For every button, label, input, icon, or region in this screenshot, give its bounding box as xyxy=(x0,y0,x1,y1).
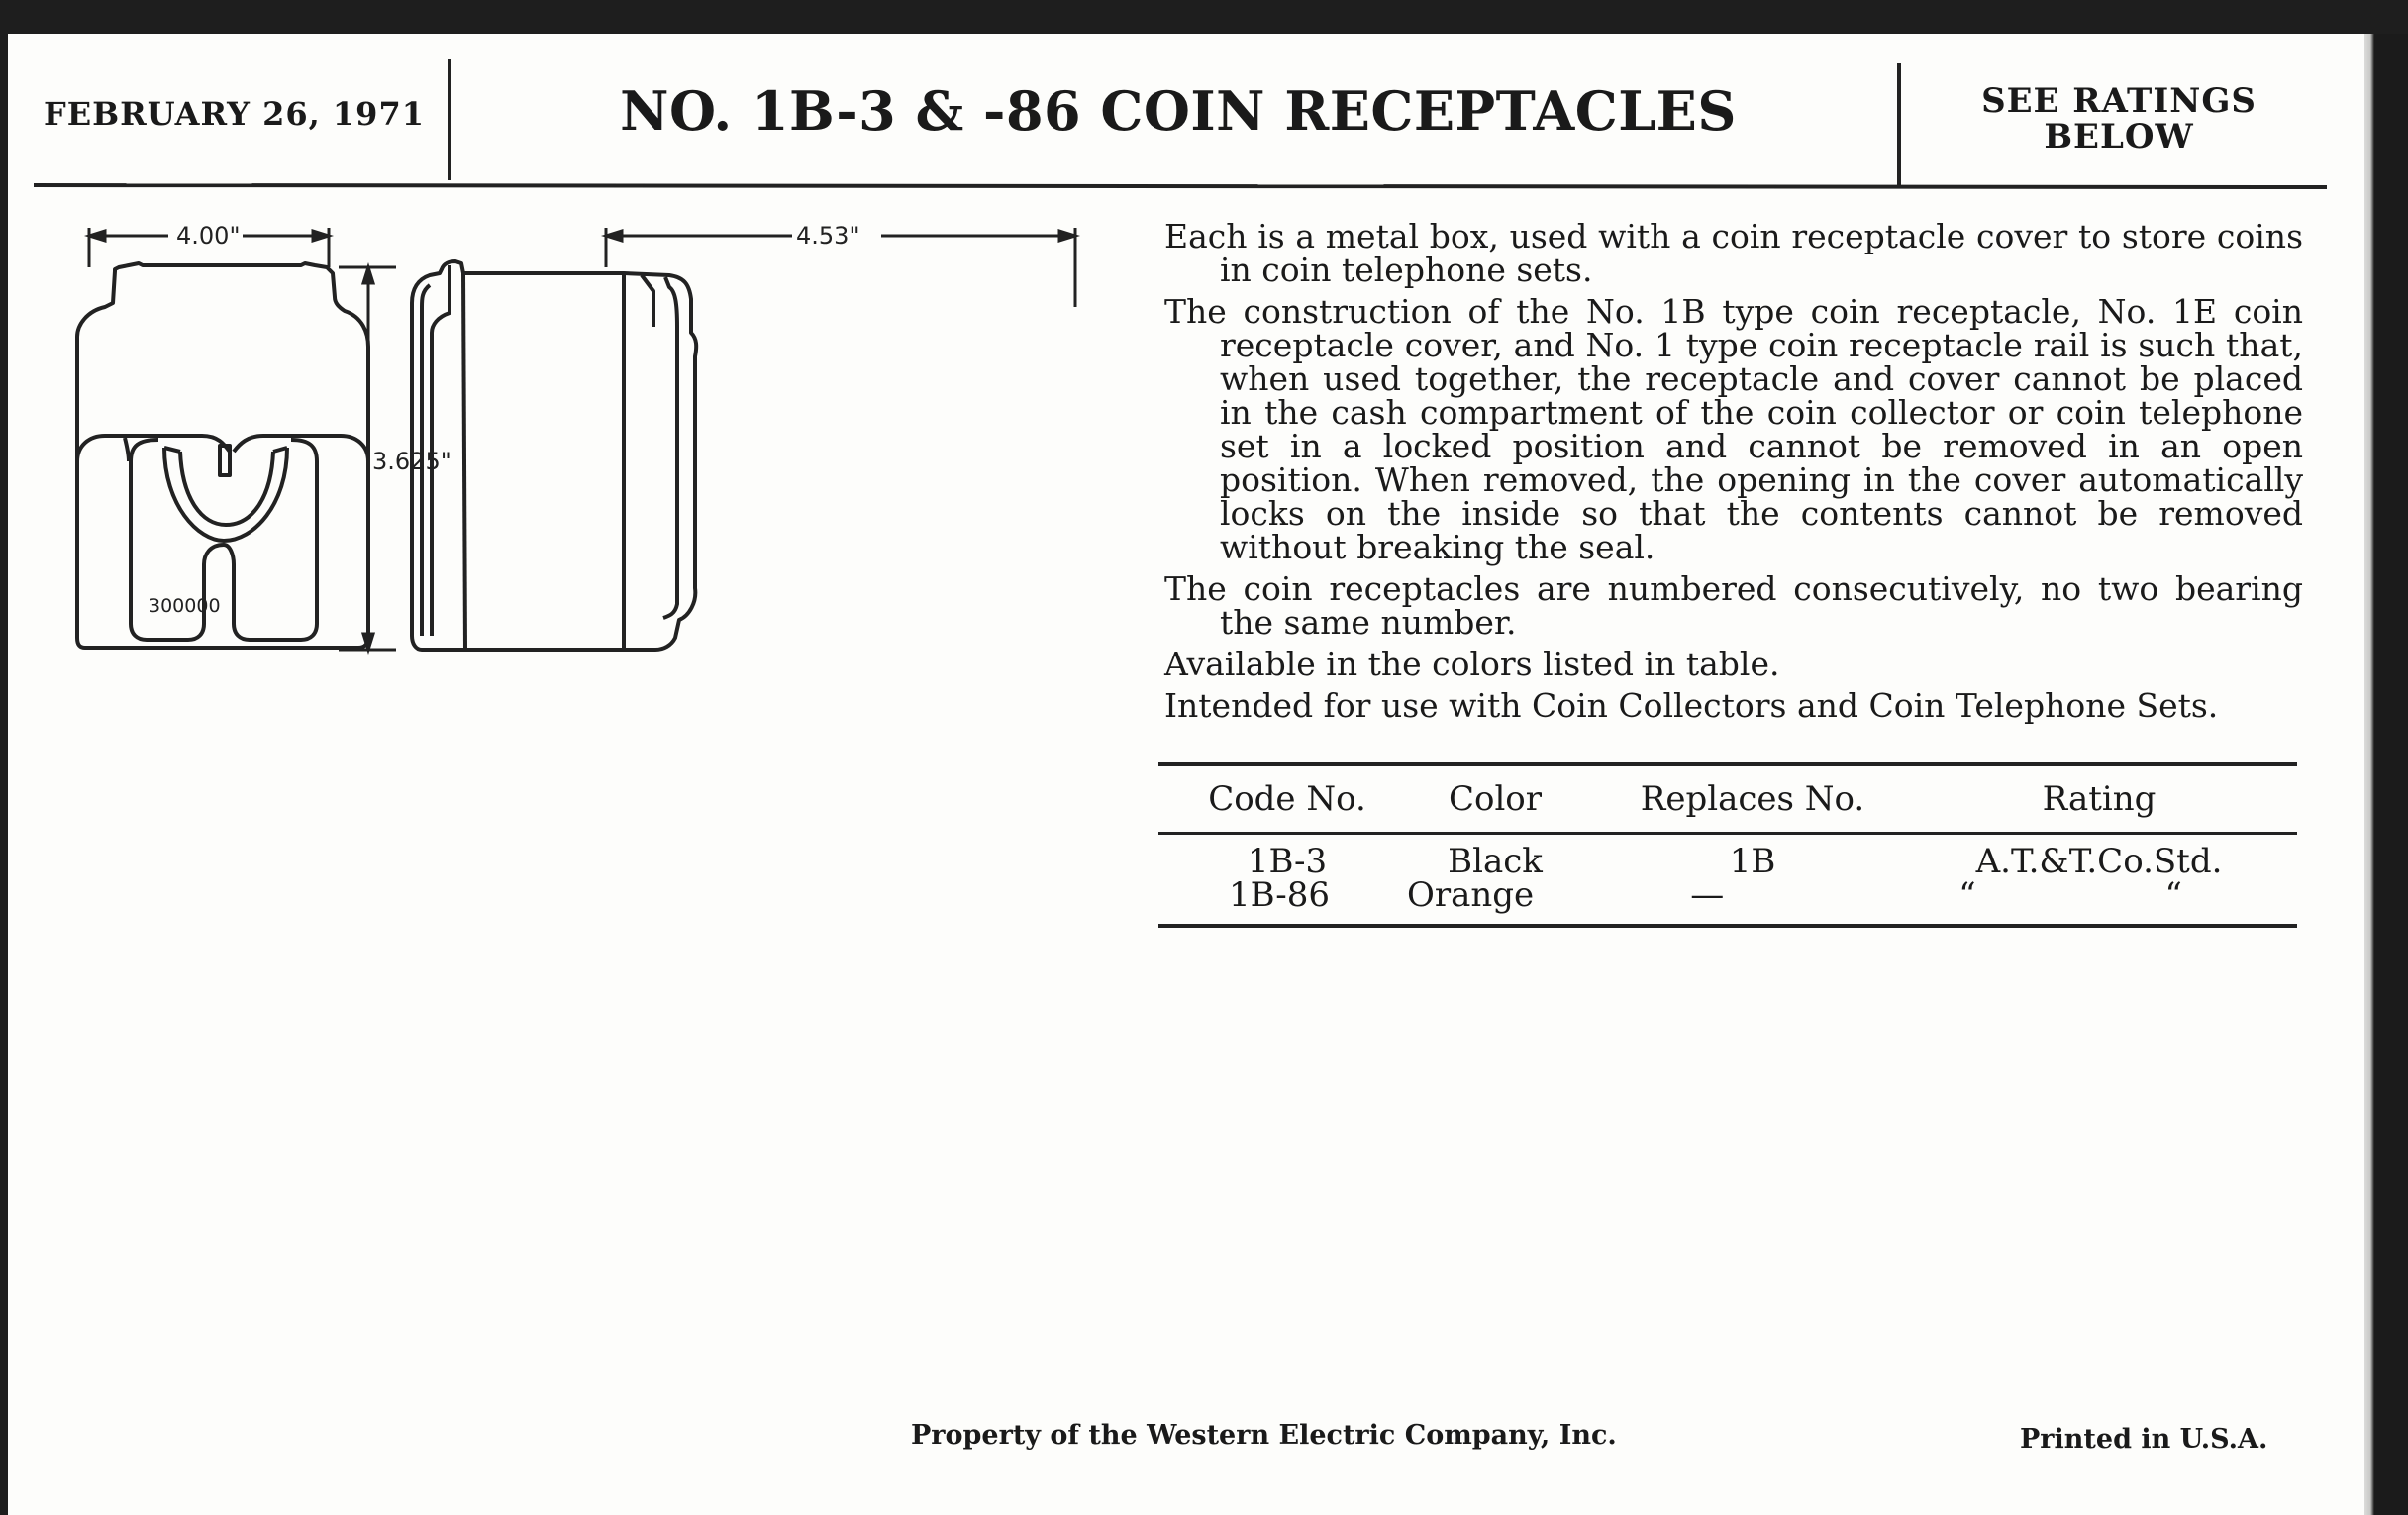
description-paragraph: The coin receptacles are numbered consecutively, no two bearing the same number. xyxy=(1164,569,2303,642)
table-body xyxy=(1158,835,2297,924)
front-width-label: 4.00" xyxy=(176,222,241,250)
cell-color: Orange xyxy=(1406,875,1535,915)
header-code-no: Code No. xyxy=(1208,779,1366,819)
side-width-label: 4.53" xyxy=(796,222,860,250)
side-view-drawing xyxy=(412,261,696,650)
description xyxy=(1164,217,2303,731)
header-date: FEBRUARY 26, 1971 xyxy=(44,95,425,133)
header-ratings-note xyxy=(1911,83,2327,154)
front-view-drawing xyxy=(77,263,368,648)
description-paragraph: Available in the colors listed in table. xyxy=(1164,645,1780,683)
ratings-line-2: BELOW xyxy=(2044,117,2194,156)
cell-rating: “ “ xyxy=(1958,875,2271,915)
table-row xyxy=(1158,842,2297,881)
footer-printed: Printed in U.S.A. xyxy=(2020,1424,2268,1455)
serial-number: 300000 xyxy=(149,595,221,617)
header-color: Color xyxy=(1448,779,1543,819)
description-paragraph: The construction of the No. 1B type coin receptacle, No. 1E coin receptacle cover, and No. 1 type coin receptacle rail is such that, when used together, the receptacle and cover cannot be placed in the cash compartment of the coin collector or coin telephone set in a locked position and cannot be removed in an open position. When removed, the opening in the cover automatically locks on the inside so that the contents cannot be removed without breaking the seal. xyxy=(1164,292,2303,566)
cell-color: Black xyxy=(1448,842,1543,881)
table-header-row xyxy=(1158,766,2297,832)
cell-replaces: — xyxy=(1690,875,1725,915)
page-title: NO. 1B-3 & -86 COIN RECEPTACLES xyxy=(620,79,1737,143)
code-table xyxy=(1158,762,2297,928)
footer-property: Property of the Western Electric Company, Inc. xyxy=(911,1420,1617,1451)
header-rating: Rating xyxy=(2042,779,2157,819)
height-label: 3.625" xyxy=(372,448,452,475)
scan-edge xyxy=(2364,34,2408,1515)
receptacle-drawing xyxy=(69,208,1089,673)
table-row xyxy=(1158,875,2297,915)
header-divider-right xyxy=(1897,63,1901,188)
description-paragraph: Each is a metal box, used with a coin receptacle cover to store coins in coin telephone sets. xyxy=(1164,217,2303,289)
header-replaces-no: Replaces No. xyxy=(1640,779,1865,819)
table-bottom-rule xyxy=(1158,924,2297,928)
cell-replaces: 1B xyxy=(1729,842,1776,881)
ratings-line-1: SEE RATINGS xyxy=(1981,81,2257,121)
cell-rating: A.T.&T.Co.Std. xyxy=(1975,842,2223,881)
cell-code: 1B-86 xyxy=(1228,875,1330,915)
header-divider-left xyxy=(448,59,452,180)
cell-code: 1B-3 xyxy=(1247,842,1328,881)
description-paragraph: Intended for use with Coin Collectors and Coin Telephone Sets. xyxy=(1164,686,2219,725)
